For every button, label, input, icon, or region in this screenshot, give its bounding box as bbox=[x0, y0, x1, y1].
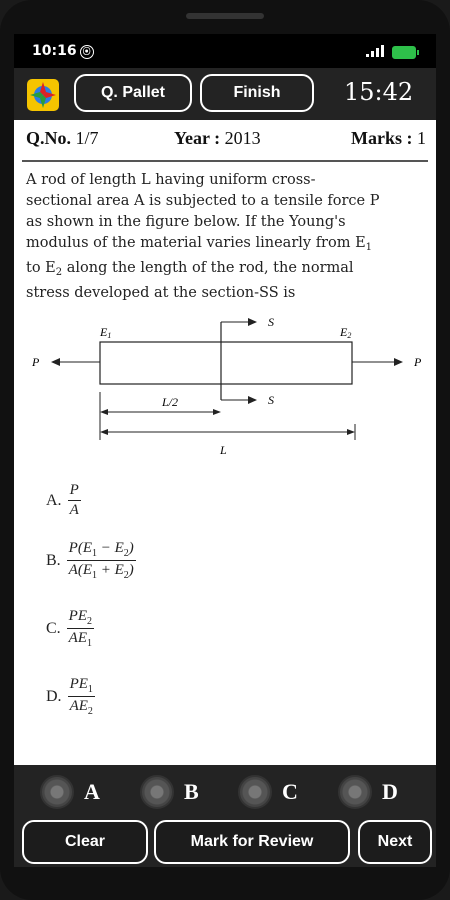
force-p-left-label: P bbox=[32, 355, 40, 369]
rod-body bbox=[100, 342, 352, 384]
section-s-top-label: S bbox=[268, 315, 274, 329]
finish-button[interactable]: Finish bbox=[200, 74, 314, 112]
force-p-right-label: P bbox=[414, 355, 422, 369]
mark-for-review-button[interactable]: Mark for Review bbox=[154, 820, 350, 864]
signal-icon bbox=[366, 45, 384, 57]
question-panel bbox=[14, 120, 436, 765]
bottom-toolbar bbox=[14, 817, 436, 867]
answer-radio-a[interactable]: A bbox=[40, 775, 100, 809]
answer-radio-c[interactable]: C bbox=[238, 775, 298, 809]
option-c: C. $\frac{PE_2}{AE_1}$ bbox=[46, 608, 92, 649]
answer-radio-d[interactable]: D bbox=[338, 775, 398, 809]
question-number: Q.No. 1/7 bbox=[26, 128, 99, 148]
app-logo bbox=[27, 79, 59, 111]
option-b: B. $\frac{P(E_1 - E_2)}{A(E_1 + E_2)}$ bbox=[46, 540, 134, 581]
radio-icon bbox=[40, 775, 74, 809]
top-toolbar bbox=[14, 68, 436, 120]
e1-label: E1 bbox=[100, 325, 112, 340]
e2-label: E2 bbox=[340, 325, 352, 340]
countdown-timer: 15:42 bbox=[344, 78, 414, 106]
option-a: A. $\frac{P}{A}$ bbox=[46, 482, 79, 518]
option-d: D. $\frac{PE_1}{AE_2}$ bbox=[46, 676, 93, 717]
next-button[interactable]: Next bbox=[358, 820, 432, 864]
compass-logo-icon bbox=[27, 79, 59, 111]
radio-icon bbox=[238, 775, 272, 809]
divider bbox=[22, 160, 428, 162]
question-text: A rod of length L having uniform cross- sectional area A is subjected to a tensile force P as shown in the figure below. If the Young's modulus of the material varies linearly from $E_1$ to $E_2$ along the length of the rod, the normal stress developed at the section-SS is bbox=[26, 172, 380, 301]
radio-icon bbox=[140, 775, 174, 809]
radio-icon bbox=[338, 775, 372, 809]
sync-icon: ⦿ bbox=[80, 45, 94, 59]
question-marks: Marks : 1 bbox=[351, 128, 426, 148]
battery-icon bbox=[392, 46, 416, 59]
section-s-bottom-label: S bbox=[268, 393, 274, 407]
answer-selector bbox=[14, 765, 436, 817]
status-bar bbox=[14, 34, 436, 68]
length-label: L bbox=[220, 443, 227, 457]
question-year: Year : 2013 bbox=[174, 128, 261, 148]
status-time: 10:16 ⦿ bbox=[32, 43, 94, 59]
answer-radio-b[interactable]: B bbox=[140, 775, 199, 809]
clear-button[interactable]: Clear bbox=[22, 820, 148, 864]
rod-diagram bbox=[32, 312, 432, 462]
question-pallet-button[interactable]: Q. Pallet bbox=[74, 74, 192, 112]
speaker-grille bbox=[186, 13, 264, 19]
half-length-label: L/2 bbox=[162, 395, 179, 409]
